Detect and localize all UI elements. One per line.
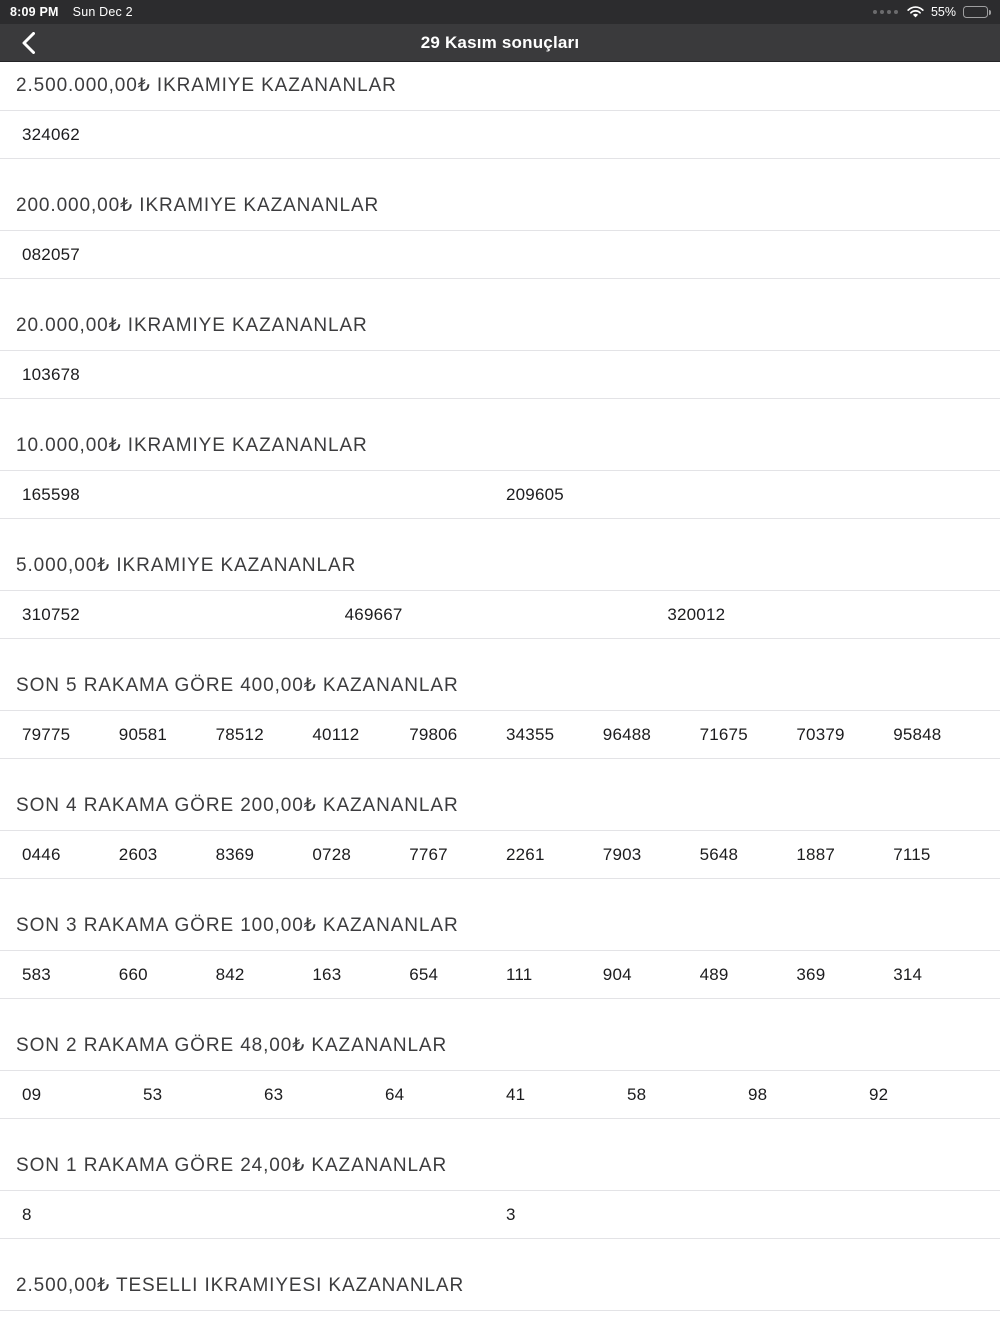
winning-numbers-row [0, 591, 1000, 639]
winning-number: 96488 [602, 724, 652, 744]
winning-number: 71675 [699, 724, 748, 744]
battery-icon [963, 6, 988, 18]
winning-number: 324062 [22, 124, 80, 144]
section-last1-digit [0, 1119, 1000, 1239]
winning-number: 7903 [602, 844, 642, 864]
section-title: SON 1 RAKAMA GÖRE 24,00₺ KAZANANLAR [0, 1119, 1000, 1191]
winning-number: 369 [796, 964, 826, 984]
winning-number: 7767 [409, 844, 448, 864]
winning-number: 8 [22, 1204, 32, 1224]
section-consolation-prize [0, 1239, 1000, 1311]
winning-number: 904 [602, 964, 632, 984]
wifi-icon [907, 6, 924, 18]
winning-numbers-row [0, 471, 1000, 519]
winning-numbers-row [0, 111, 1000, 159]
winning-number: 842 [215, 964, 245, 984]
section-prize-2500000 [0, 62, 1000, 159]
winning-number: 79806 [409, 724, 458, 744]
winning-number: 2261 [506, 844, 545, 864]
winning-number: 64 [385, 1084, 405, 1104]
winning-number: 1887 [796, 844, 836, 864]
section-prize-200000 [0, 159, 1000, 279]
status-bar [0, 0, 1000, 24]
chevron-left-icon [22, 32, 35, 54]
section-title: 20.000,00₺ IKRAMIYE KAZANANLAR [0, 279, 1000, 351]
winning-number: 92 [869, 1084, 889, 1104]
winning-number: 90581 [118, 724, 168, 744]
winning-numbers-row [0, 351, 1000, 399]
winning-number: 0728 [312, 844, 352, 864]
winning-number: 163 [312, 964, 342, 984]
page-title: 29 Kasım sonuçları [420, 32, 580, 52]
section-prize-10000 [0, 399, 1000, 519]
section-title: 2.500,00₺ TESELLI IKRAMIYESI KAZANANLAR [0, 1239, 1000, 1311]
section-title: 2.500.000,00₺ IKRAMIYE KAZANANLAR [0, 62, 1000, 111]
cellular-signal-icon [873, 10, 898, 14]
winning-number: 2603 [118, 844, 158, 864]
winning-numbers-row [0, 231, 1000, 279]
winning-number: 8369 [215, 844, 255, 864]
status-date: Sun Dec 2 [72, 5, 133, 19]
section-title: SON 5 RAKAMA GÖRE 400,00₺ KAZANANLAR [0, 639, 1000, 711]
winning-number: 209605 [506, 484, 564, 504]
winning-number: 5648 [699, 844, 739, 864]
winning-number: 7115 [893, 844, 931, 864]
section-title: SON 4 RAKAMA GÖRE 200,00₺ KAZANANLAR [0, 759, 1000, 831]
winning-number: 320012 [667, 604, 726, 624]
section-prize-20000 [0, 279, 1000, 399]
winning-number: 70379 [796, 724, 845, 744]
section-title: 5.000,00₺ IKRAMIYE KAZANANLAR [0, 519, 1000, 591]
winning-number: 63 [264, 1084, 284, 1104]
winning-number: 583 [22, 964, 51, 984]
winning-number: 314 [893, 964, 923, 984]
winning-number: 660 [118, 964, 148, 984]
battery-percentage: 55% [930, 5, 956, 19]
winning-number: 111 [506, 964, 533, 984]
section-prize-5000 [0, 519, 1000, 639]
results-list [0, 62, 1000, 1311]
winning-numbers-row [0, 1071, 1000, 1119]
winning-numbers-row [0, 1191, 1000, 1239]
winning-number: 40112 [312, 724, 360, 744]
winning-numbers-row [0, 711, 1000, 759]
back-button[interactable] [8, 24, 48, 62]
winning-number: 79775 [22, 724, 71, 744]
winning-number: 41 [506, 1084, 526, 1104]
winning-number: 78512 [215, 724, 264, 744]
section-title: 200.000,00₺ IKRAMIYE KAZANANLAR [0, 159, 1000, 231]
winning-number: 310752 [22, 604, 80, 624]
winning-number: 103678 [22, 364, 80, 384]
section-title: SON 3 RAKAMA GÖRE 100,00₺ KAZANANLAR [0, 879, 1000, 951]
section-title: 10.000,00₺ IKRAMIYE KAZANANLAR [0, 399, 1000, 471]
winning-numbers-row [0, 951, 1000, 999]
winning-number: 58 [627, 1084, 647, 1104]
winning-numbers-row [0, 831, 1000, 879]
winning-number: 469667 [344, 604, 403, 624]
winning-number: 3 [506, 1204, 516, 1224]
winning-number: 0446 [22, 844, 61, 864]
winning-number: 53 [143, 1084, 163, 1104]
winning-number: 95848 [893, 724, 942, 744]
winning-number: 082057 [22, 244, 80, 264]
section-last4-digits [0, 759, 1000, 879]
navigation-bar [0, 24, 1000, 62]
winning-number: 165598 [22, 484, 80, 504]
section-last2-digits [0, 999, 1000, 1119]
winning-number: 09 [22, 1084, 42, 1104]
section-last3-digits [0, 879, 1000, 999]
status-time: 8:09 PM [10, 5, 59, 19]
winning-number: 98 [748, 1084, 768, 1104]
winning-number: 654 [409, 964, 439, 984]
winning-number: 34355 [506, 724, 555, 744]
section-title: SON 2 RAKAMA GÖRE 48,00₺ KAZANANLAR [0, 999, 1000, 1071]
section-last5-digits [0, 639, 1000, 759]
winning-number: 489 [699, 964, 729, 984]
